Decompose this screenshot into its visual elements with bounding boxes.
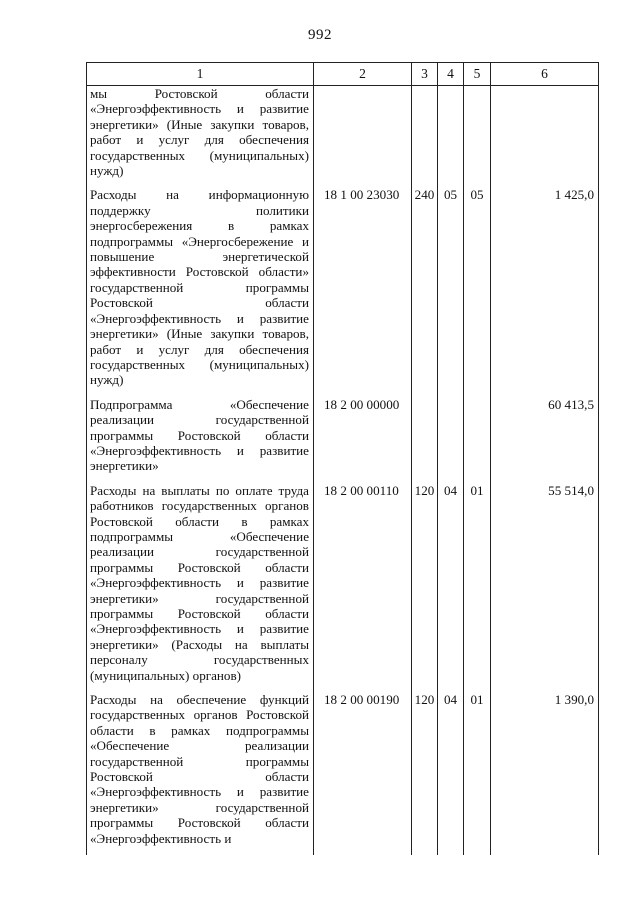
table-row xyxy=(87,397,599,483)
row-amount: 1 390,0 xyxy=(491,692,599,855)
page-number: 992 xyxy=(308,27,332,43)
row-code: 18 1 00 23030 xyxy=(314,187,412,396)
header-row xyxy=(87,63,599,86)
row-vr: 120 xyxy=(412,483,438,692)
header-col-rz: 4 xyxy=(438,63,464,86)
row-amount: 55 514,0 xyxy=(491,483,599,692)
row-name: Подпрограмма «Обеспечение реализации государственной программы Ростовской области «Энергоэффективность и развитие энергетики» xyxy=(87,397,314,483)
row-pr: 01 xyxy=(464,483,491,692)
row-code xyxy=(314,86,412,188)
row-rz: 05 xyxy=(438,187,464,396)
row-rz: 04 xyxy=(438,692,464,855)
table-row xyxy=(87,692,599,855)
row-code: 18 2 00 00110 xyxy=(314,483,412,692)
table-row xyxy=(87,86,599,188)
row-code: 18 2 00 00000 xyxy=(314,397,412,483)
row-name: мы Ростовской области «Энергоэффективность и развитие энергетики» (Иные закупки товаров, работ и услуг для обеспечения государственных (муниципальных) нужд) xyxy=(87,86,314,188)
budget-table xyxy=(86,62,599,855)
header-col-pr: 5 xyxy=(464,63,491,86)
row-name: Расходы на информационную поддержку политики энергосбережения в рамках подпрограммы «Энергосбережение и повышение энергетической эффективности Ростовской области» государственной программы Ростовской области «Энергоэффективность и развитие энергетики» (Иные закупки товаров, работ и услуг для обеспечения государственных (муниципальных) нужд) xyxy=(87,187,314,396)
row-name: Расходы на выплаты по оплате труда работников государственных органов Ростовской области в рамках подпрограммы «Обеспечение реализации государственной программы Ростовской области «Энергоэффективность и развитие энергетики» государственной программы Ростовской области «Энергоэффективность и развитие энергетики» (Расходы на выплаты персоналу государственных (муниципальных) органов) xyxy=(87,483,314,692)
row-vr: 240 xyxy=(412,187,438,396)
row-rz xyxy=(438,86,464,188)
row-rz: 04 xyxy=(438,483,464,692)
header-col-amount: 6 xyxy=(491,63,599,86)
table-header xyxy=(87,63,599,86)
row-pr: 01 xyxy=(464,692,491,855)
row-vr xyxy=(412,86,438,188)
row-amount: 60 413,5 xyxy=(491,397,599,483)
header-col-code: 2 xyxy=(314,63,412,86)
header-col-vr: 3 xyxy=(412,63,438,86)
row-code: 18 2 00 00190 xyxy=(314,692,412,855)
table-body xyxy=(87,86,599,856)
table-row xyxy=(87,187,599,396)
row-amount xyxy=(491,86,599,188)
row-pr xyxy=(464,86,491,188)
row-pr: 05 xyxy=(464,187,491,396)
row-name: Расходы на обеспечение функций государственных органов Ростовской области в рамках подпрограммы «Обеспечение реализации государственной программы Ростовской области «Энергоэффективность и развитие энергетики» государственной программы Ростовской области «Энергоэффективность и xyxy=(87,692,314,855)
row-amount: 1 425,0 xyxy=(491,187,599,396)
row-pr xyxy=(464,397,491,483)
row-rz xyxy=(438,397,464,483)
header-col-name: 1 xyxy=(87,63,314,86)
row-vr: 120 xyxy=(412,692,438,855)
row-vr xyxy=(412,397,438,483)
table-row xyxy=(87,483,599,692)
